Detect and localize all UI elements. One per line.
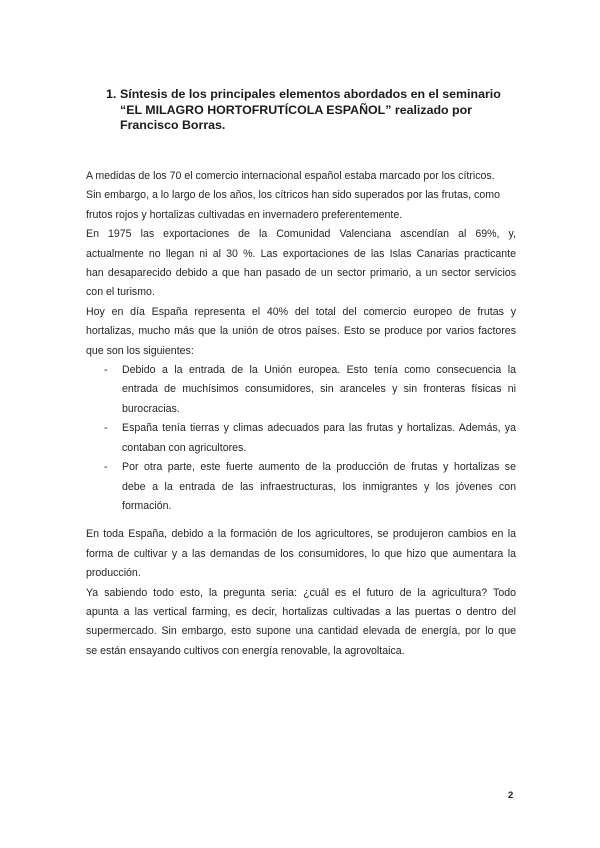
text-line: debe a la entrada de las infraestructuras, los inmigrantes y los jóvenes con xyxy=(122,480,516,493)
paragraph-spacer xyxy=(86,516,516,525)
text-line: actualmente no llegan ni al 30 %. Las exportaciones de las Islas Canarias practicante xyxy=(86,247,516,260)
list-item xyxy=(86,458,516,516)
text-line: Por otra parte, este fuerte aumento de la producción de frutas y hortalizas se xyxy=(122,461,516,474)
text-line: supermercado. Sin embargo, esto supone una cantidad elevada de energía, por lo que xyxy=(86,625,516,638)
text-line: producción. xyxy=(86,567,141,580)
paragraph-citrus xyxy=(86,167,516,225)
text-line: En 1975 las exportaciones de la Comunidad Valenciana ascendían al 69%, y, xyxy=(86,228,516,241)
text-line: se están ensayando cultivos con energía renovable, la agrovoltaica. xyxy=(86,644,405,657)
text-line: A medidas de los 70 el comercio internacional español estaba marcado por los cítricos. xyxy=(86,170,495,182)
paragraph-exports xyxy=(86,225,516,303)
dash-bullet: - xyxy=(104,422,108,435)
document-body xyxy=(86,167,516,661)
text-line: frutos rojos y hortalizas cultivadas en invernadero preferentemente. xyxy=(86,208,403,221)
text-line: que son los siguientes: xyxy=(86,344,194,357)
text-line: han desaparecido debido a que han pasado de un sector primario, a un sector servicios xyxy=(86,267,516,280)
dash-bullet: - xyxy=(104,461,108,474)
text-line: Debido a la entrada de la Unión europea. Esto tenía como consecuencia la xyxy=(122,364,516,377)
dash-bullet: - xyxy=(104,364,108,377)
factors-list xyxy=(86,361,516,516)
paragraph-future xyxy=(86,584,516,662)
heading-line: Síntesis de los principales elementos abordados en el seminario xyxy=(120,87,501,101)
text-line: forma de cultivar y a las demandas de los consumidores, lo que hizo que aumentara la xyxy=(86,547,516,560)
text-line: Hoy en día España representa el 40% del total del comercio europeo de frutas y xyxy=(86,305,516,318)
heading-number: 1. xyxy=(106,87,117,101)
heading-line: “EL MILAGRO HORTOFRUTÍCOLA ESPAÑOL” realizado por xyxy=(120,102,473,117)
text-line: Ya sabiendo todo esto, la pregunta seria: ¿cuál es el futuro de la agricultura? Todo xyxy=(86,586,516,599)
paragraph-factors xyxy=(86,303,516,361)
text-line: entrada de muchísimos consumidores, sin aranceles y sin fronteras físicas ni xyxy=(122,383,516,396)
text-line: España tenía tierras y climas adecuados para las frutas y hortalizas. Además, ya xyxy=(122,422,516,435)
text-line: Sin embargo, a lo largo de los años, los cítricos han sido superados por las frutas, como xyxy=(86,189,500,202)
heading-line: Francisco Borras. xyxy=(120,118,226,132)
list-item xyxy=(86,419,516,458)
text-line: formación. xyxy=(122,499,172,512)
page-number: 2 xyxy=(508,790,514,801)
text-line: En toda España, debido a la formación de los agricultores, se produjeron cambios en la xyxy=(86,528,516,541)
text-line: burocracias. xyxy=(122,402,180,415)
heading-title xyxy=(120,87,526,134)
text-line: apunta a las vertical farming, es decir, hortalizas cultivadas a las puertas o dentro del xyxy=(86,605,516,618)
text-line: hortalizas, mucho más que la unión de otros países. Esto se produce por varios factores xyxy=(86,325,516,338)
paragraph-training xyxy=(86,525,516,583)
text-line: con el turismo. xyxy=(86,286,155,299)
text-line: contaban con agricultores. xyxy=(122,441,247,454)
list-item xyxy=(86,361,516,419)
section-heading xyxy=(106,87,526,134)
